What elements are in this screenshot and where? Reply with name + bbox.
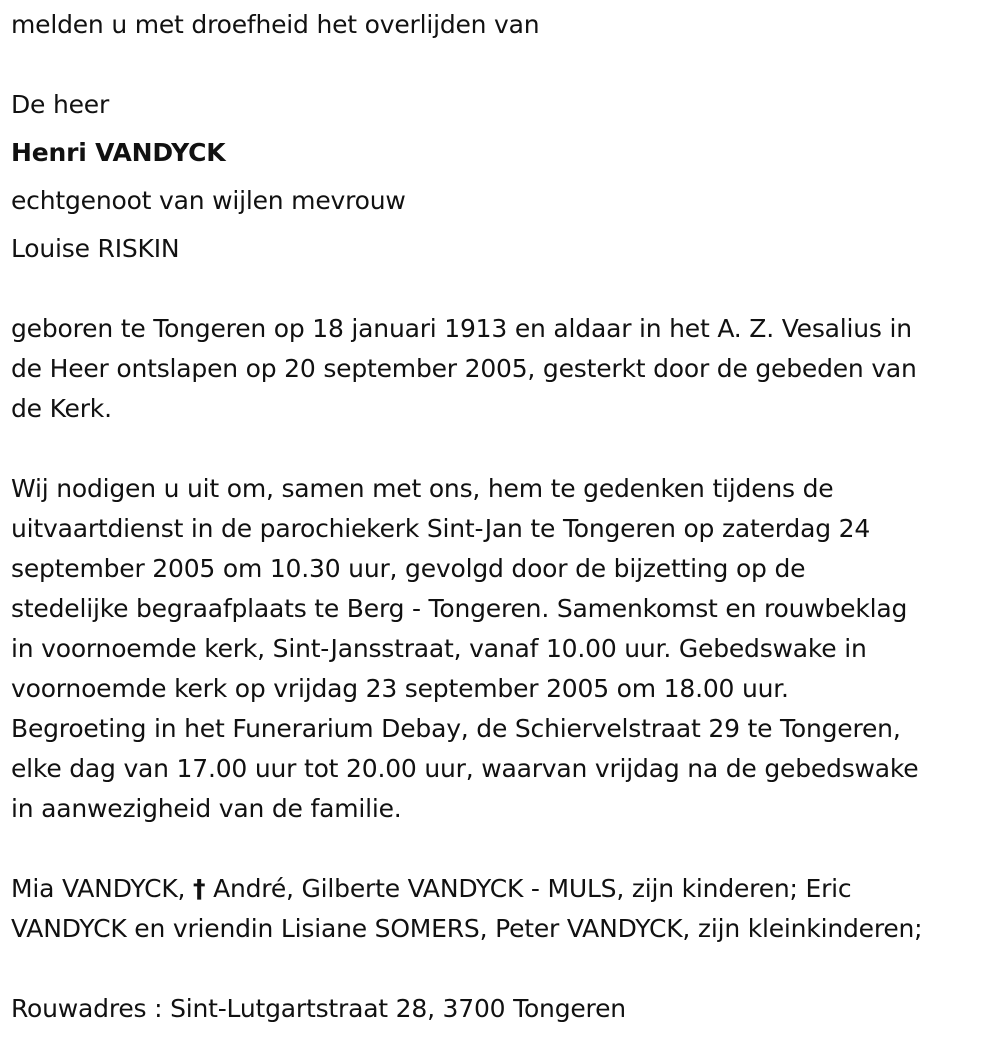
family-line-1 (11, 869, 922, 909)
paragraph-line: stedelijke begraafplaats te Berg - Tongeren. Samenkomst en rouwbeklag (11, 594, 908, 623)
address-text: Rouwadres : Sint-Lutgartstraat 28, 3700 Tongeren (11, 994, 626, 1023)
deceased-name: Henri VANDYCK (11, 138, 226, 167)
title-prefix: De heer (11, 90, 110, 119)
paragraph-line: geboren te Tongeren op 18 januari 1913 en aldaar in het A. Z. Vesalius in (11, 314, 912, 343)
paragraph-line: Wij nodigen u uit om, samen met ons, hem te gedenken tijdens de (11, 474, 834, 503)
paragraph-line: de Heer ontslapen op 20 september 2005, gesterkt door de gebeden van (11, 354, 917, 383)
service-paragraph (11, 469, 919, 829)
paragraph-line: Begroeting in het Funerarium Debay, de Schiervelstraat 29 te Tongeren, (11, 714, 901, 743)
paragraph-line: uitvaartdienst in de parochiekerk Sint-Jan te Tongeren op zaterdag 24 (11, 514, 871, 543)
paragraph-line: de Kerk. (11, 394, 112, 423)
family-paragraph (11, 869, 922, 949)
paragraph-line: elke dag van 17.00 uur tot 20.00 uur, waarvan vrijdag na de gebedswake (11, 754, 919, 783)
family-text: Mia VANDYCK, (11, 874, 194, 903)
paragraph-line: voornoemde kerk op vrijdag 23 september 2005 om 18.00 uur. (11, 674, 789, 703)
family-line-2: VANDYCK en vriendin Lisiane SOMERS, Peter VANDYCK, zijn kleinkinderen; (11, 914, 923, 943)
spouse-relation: echtgenoot van wijlen mevrouw (11, 186, 406, 215)
cross-icon: † (193, 874, 206, 903)
spouse-name: Louise RISKIN (11, 234, 180, 263)
family-text: André, Gilberte VANDYCK - MULS, zijn kinderen; Eric (205, 874, 852, 903)
paragraph-line: in aanwezigheid van de familie. (11, 794, 402, 823)
birth-death-paragraph (11, 309, 917, 429)
paragraph-line: september 2005 om 10.30 uur, gevolgd door de bijzetting op de (11, 554, 806, 583)
intro-text: melden u met droefheid het overlijden van (11, 10, 540, 39)
paragraph-line: in voornoemde kerk, Sint-Jansstraat, vanaf 10.00 uur. Gebedswake in (11, 634, 867, 663)
